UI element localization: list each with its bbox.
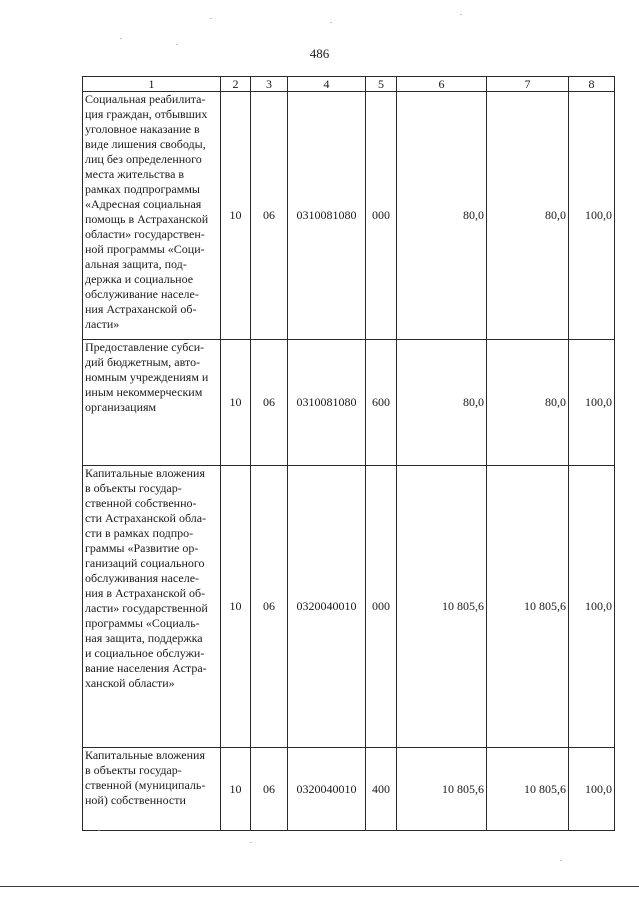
cell-target-article: 0320040010 — [288, 748, 366, 831]
cell-subsection: 06 — [251, 340, 288, 466]
page-bottom-rule — [0, 886, 639, 887]
cell-expense-type: 000 — [366, 466, 397, 748]
cell-section: 10 — [221, 92, 251, 340]
scan-speck — [330, 22, 332, 23]
cell-target-article: 0310081080 — [288, 92, 366, 340]
row-description-text: Социальная реабилита- ция граждан, отбывших уголовное наказание в виде лишения свободы, лиц без определенного места жительства в рамках подпрограммы «Адресная социальная помощь в Астраханской области» государствен- ной программы «Соци- альная защита, под- держка и социальное обслуживание населе- ния Астраханской об- ласти» — [85, 92, 209, 331]
cell-value-7: 10 805,6 — [487, 466, 569, 748]
row-description — [83, 340, 221, 466]
cell-value-7: 80,0 — [487, 340, 569, 466]
scan-speck — [120, 38, 122, 39]
header-row — [83, 77, 615, 92]
scan-speck — [176, 44, 178, 45]
row-description-text: Капитальные вложения в объекты государ- ственной собственно- сти Астраханской обла- сти в рамках подпро- граммы «Развитие ор- ганизаций социального обслуживания населе- ния в Астраханской об- ласти» государственной программы «Социаль- ная защита, поддержка и социальное обслужи- вание населения Астра- ханской области» — [85, 466, 208, 690]
cell-subsection: 06 — [251, 466, 288, 748]
cell-percent: 100,0 — [569, 340, 615, 466]
row-description — [83, 748, 221, 831]
cell-section: 10 — [221, 466, 251, 748]
header-cell-3: 3 — [251, 77, 288, 92]
row-description-text: Капитальные вложения в объекты государ- ственной (муниципаль- ной) собственности — [85, 748, 206, 807]
budget-table — [82, 76, 615, 831]
scan-speck — [210, 18, 212, 19]
table-row — [83, 340, 615, 466]
table-row — [83, 92, 615, 340]
header-cell-8: 8 — [569, 77, 615, 92]
row-description — [83, 92, 221, 340]
cell-section: 10 — [221, 748, 251, 831]
cell-expense-type: 400 — [366, 748, 397, 831]
header-cell-1: 1 — [83, 77, 221, 92]
cell-value-7: 10 805,6 — [487, 748, 569, 831]
scan-speck — [250, 842, 252, 843]
scan-speck — [460, 14, 462, 15]
cell-value-6: 80,0 — [397, 340, 487, 466]
cell-value-7: 80,0 — [487, 92, 569, 340]
cell-subsection: 06 — [251, 92, 288, 340]
scan-speck — [560, 860, 562, 861]
cell-target-article: 0320040010 — [288, 466, 366, 748]
table-row — [83, 748, 615, 831]
cell-value-6: 10 805,6 — [397, 748, 487, 831]
header-cell-2: 2 — [221, 77, 251, 92]
cell-percent: 100,0 — [569, 92, 615, 340]
cell-section: 10 — [221, 340, 251, 466]
cell-value-6: 80,0 — [397, 92, 487, 340]
page-number: 486 — [309, 46, 330, 61]
cell-expense-type: 000 — [366, 92, 397, 340]
cell-target-article: 0310081080 — [288, 340, 366, 466]
cell-value-6: 10 805,6 — [397, 466, 487, 748]
cell-subsection: 06 — [251, 748, 288, 831]
table-row — [83, 466, 615, 748]
cell-expense-type: 600 — [366, 340, 397, 466]
header-cell-5: 5 — [366, 77, 397, 92]
header-cell-7: 7 — [487, 77, 569, 92]
header-cell-6: 6 — [397, 77, 487, 92]
scan-speck — [98, 830, 100, 831]
row-description-text: Предоставление субси- дий бюджетным, авто- номным учреждениям и иным некоммерческим организациям — [85, 340, 209, 414]
row-description — [83, 466, 221, 748]
header-cell-4: 4 — [288, 77, 366, 92]
cell-percent: 100,0 — [569, 748, 615, 831]
cell-percent: 100,0 — [569, 466, 615, 748]
